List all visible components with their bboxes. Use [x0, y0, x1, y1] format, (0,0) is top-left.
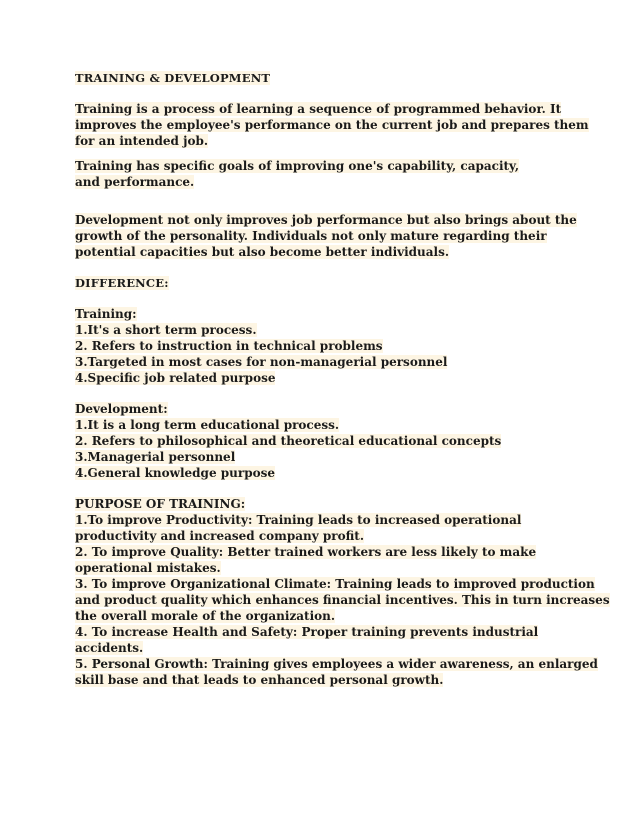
intro-paragraph — [75, 101, 589, 149]
list-item: 2. To improve Quality: Better trained workers are less likely to make — [75, 545, 537, 559]
list-item: productivity and increased company profit. — [75, 529, 365, 543]
difference-heading: DIFFERENCE: — [75, 276, 169, 290]
training-section — [75, 306, 565, 386]
list-item: skill base and that leads to enhanced personal growth. — [75, 673, 444, 687]
document-page — [75, 70, 610, 688]
paragraph-line: for an intended job. — [75, 134, 209, 148]
paragraph-line: improves the employee's performance on the current job and prepares them — [75, 118, 589, 132]
paragraph-line: and performance. — [75, 175, 195, 189]
paragraph-line: Training has specific goals of improving one's capability, capacity, — [75, 159, 520, 173]
list-item: and product quality which enhances financial incentives. This in turn increases — [75, 593, 610, 607]
list-item: 3.Targeted in most cases for non-managerial personnel — [75, 355, 448, 369]
document-title: TRAINING & DEVELOPMENT — [75, 71, 271, 85]
paragraph-line: Training is a process of learning a sequence of programmed behavior. It — [75, 102, 562, 116]
list-item: the overall morale of the organization. — [75, 609, 336, 623]
training-heading: Training: — [75, 307, 137, 321]
goals-paragraph — [75, 158, 565, 190]
list-item: 4.General knowledge purpose — [75, 466, 275, 480]
list-item: operational mistakes. — [75, 561, 221, 575]
list-item: 4. To increase Health and Safety: Proper training prevents industrial — [75, 625, 539, 639]
list-item: 2. Refers to instruction in technical problems — [75, 339, 383, 353]
development-heading: Development: — [75, 402, 168, 416]
list-item: 1.It's a short term process. — [75, 323, 257, 337]
list-item: 4.Specific job related purpose — [75, 371, 276, 385]
paragraph-line: Development not only improves job performance but also brings about the — [75, 213, 577, 227]
list-item: 1.It is a long term educational process. — [75, 418, 340, 432]
development-section — [75, 401, 565, 481]
paragraph-line: growth of the personality. Individuals not only mature regarding their — [75, 229, 547, 243]
list-item: 5. Personal Growth: Training gives employees a wider awareness, an enlarged — [75, 657, 598, 671]
list-item: accidents. — [75, 641, 144, 655]
list-item: 3. To improve Organizational Climate: Training leads to improved production — [75, 577, 595, 591]
list-item: 3.Managerial personnel — [75, 450, 236, 464]
development-paragraph — [75, 212, 577, 260]
list-item: 2. Refers to philosophical and theoretical educational concepts — [75, 434, 502, 448]
list-item: 1.To improve Productivity: Training leads to increased operational — [75, 513, 522, 527]
purpose-section — [75, 496, 610, 688]
purpose-heading: PURPOSE OF TRAINING: — [75, 497, 246, 511]
paragraph-line: potential capacities but also become better individuals. — [75, 245, 450, 259]
